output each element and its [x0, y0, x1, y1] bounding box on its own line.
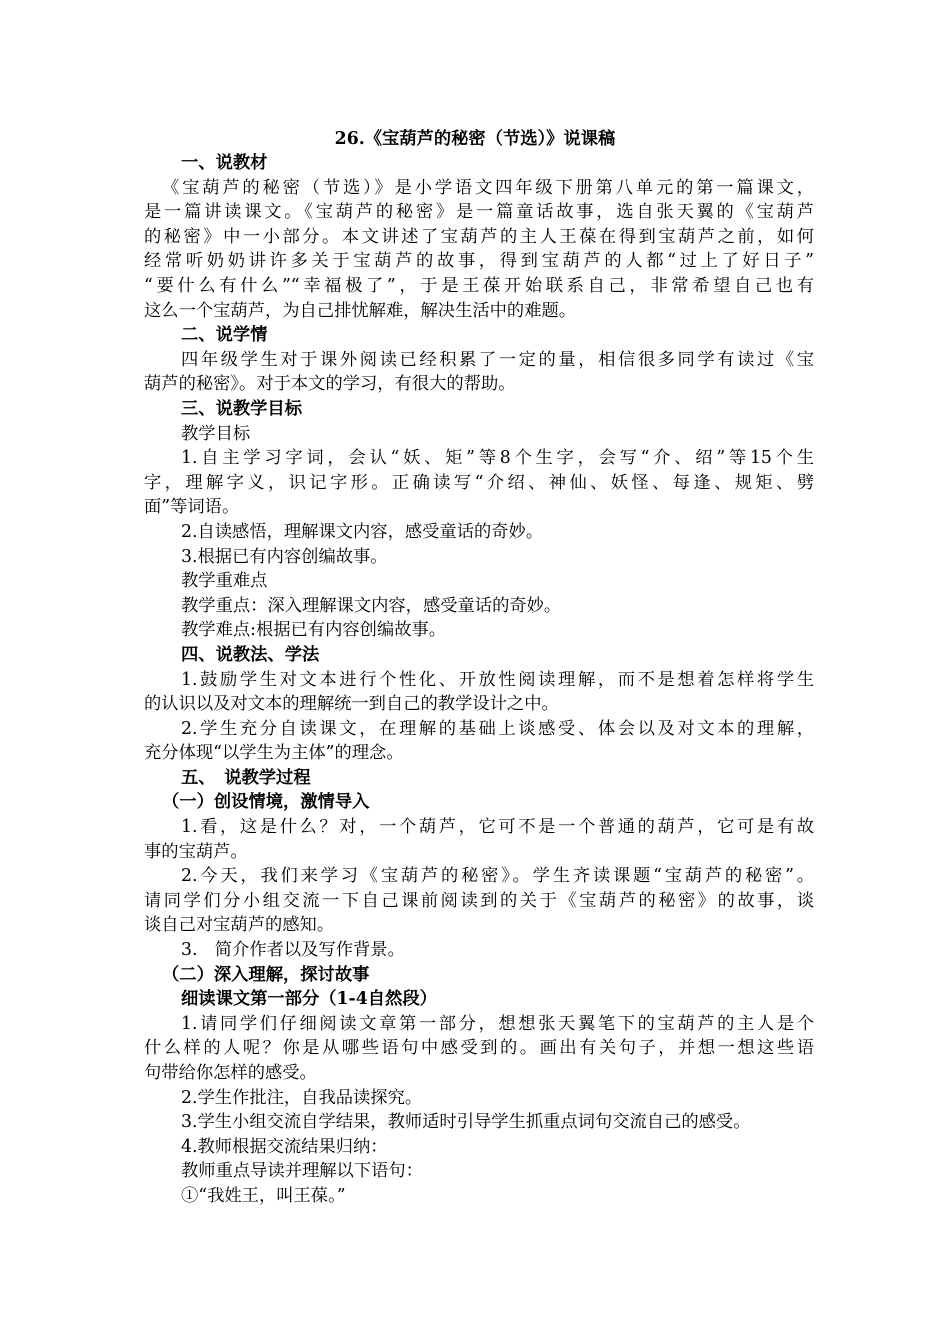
paragraph-line: 葫芦的秘密》。对于本文的学习，有很大的帮助。 — [144, 374, 516, 394]
section-heading-students: 二、说学情 — [181, 325, 268, 345]
paragraph-line: 面”等词语。 — [144, 497, 240, 517]
paragraph-line: 3.根据已有内容创编故事。 — [181, 547, 388, 567]
paragraph-line: 2.今天，我们来学习《宝葫芦的秘密》。学生齐读课题“宝葫芦的秘密”。 — [181, 866, 814, 886]
paragraph-line: 句带给你怎样的感受。 — [144, 1063, 317, 1083]
paragraph-line: 1.鼓励学生对文本进行个性化、开放性阅读理解，而不是想着怎样将学生 — [181, 670, 814, 690]
paragraph-line: 谈自己对宝葫芦的感知。 — [144, 915, 335, 935]
paragraph-line: 1.看，这是什么？对，一个葫芦，它可不是一个普通的葫芦，它可是有故 — [181, 817, 814, 837]
paragraph-line: 教学重点：深入理解课文内容，感受童话的奇妙。 — [181, 596, 562, 616]
paragraph-line: 这么一个宝葫芦，为自己排忧解难，解决生活中的难题。 — [144, 301, 577, 321]
paragraph-line: 1.自主学习字词，会认“妖、矩”等8个生字，会写“介、绍”等15个生 — [181, 448, 814, 468]
paragraph-line: 经常听奶奶讲许多关于宝葫芦的故事，得到宝葫芦的人都“过上了好日子” — [144, 251, 814, 271]
paragraph-line: 的秘密》中一小部分。本文讲述了宝葫芦的主人王葆在得到宝葫芦之前，如何 — [144, 227, 814, 247]
section-heading-textbook: 一、说教材 — [181, 153, 268, 173]
paragraph-line: 什么样的人呢？你是从哪些语句中感受到的。画出有关句子，并想一想这些语 — [144, 1038, 814, 1058]
paragraph-line: 《宝葫芦的秘密（节选）》是小学语文四年级下册第八单元的第一篇课文， — [162, 178, 814, 198]
subheading: 教学重难点 — [181, 571, 268, 591]
subsection-heading: （二）深入理解，探讨故事 — [162, 965, 370, 985]
paragraph-line: 四年级学生对于课外阅读已经积累了一定的量，相信很多同学有读过《宝 — [181, 350, 814, 370]
paragraph-line: 是一篇讲读课文。《宝葫芦的秘密》是一篇童话故事，选自张天翼的《宝葫芦 — [144, 202, 814, 222]
paragraph-line: 教学难点:根据已有内容创编故事。 — [181, 620, 447, 640]
paragraph-line: 2.学生充分自读课文，在理解的基础上谈感受、体会以及对文本的理解， — [181, 719, 814, 739]
section-heading-objectives: 三、说教学目标 — [181, 399, 302, 419]
paragraph-line: “要什么有什么”“幸福极了”，于是王葆开始联系自己，非常希望自己也有 — [144, 276, 814, 296]
paragraph-line: 的认识以及对文本的理解统一到自己的教学设计之中。 — [144, 694, 559, 714]
subsection-heading: 细读课文第一部分（1-4自然段） — [181, 989, 437, 1009]
document-title: 26.《宝葫芦的秘密（节选）》说课稿 — [334, 129, 616, 149]
paragraph-line: 充分体现“以学生为主体”的理念。 — [144, 743, 404, 763]
paragraph-line: 请同学们分小组交流一下自己课前阅读到的关于《宝葫芦的秘密》的故事，谈 — [144, 891, 814, 911]
paragraph-line: ①“我姓王，叫王葆。” — [181, 1186, 346, 1206]
subsection-heading: （一）创设情境，激情导入 — [162, 792, 370, 812]
paragraph-line: 4.教师根据交流结果归纳： — [181, 1137, 388, 1157]
section-heading-process: 五、 说教学过程 — [181, 768, 311, 788]
section-heading-methods: 四、说教法、学法 — [181, 645, 320, 665]
paragraph-line: 教师重点导读并理解以下语句： — [181, 1161, 423, 1181]
paragraph-line: 2.学生作批注，自我品读探究。 — [181, 1088, 423, 1108]
paragraph-line: 3. 简介作者以及写作背景。 — [181, 940, 405, 960]
paragraph-line: 3.学生小组交流自学结果，教师适时引导学生抓重点词句交流自己的感受。 — [181, 1112, 751, 1132]
paragraph-line: 1.请同学们仔细阅读文章第一部分，想想张天翼笔下的宝葫芦的主人是个 — [181, 1014, 814, 1034]
subheading: 教学目标 — [181, 424, 251, 444]
paragraph-line: 字，理解字义，识记字形。正确读写“介绍、神仙、妖怪、每逢、规矩、劈 — [144, 473, 814, 493]
paragraph-line: 2.自读感悟，理解课文内容，感受童话的奇妙。 — [181, 522, 544, 542]
paragraph-line: 事的宝葫芦。 — [144, 842, 248, 862]
